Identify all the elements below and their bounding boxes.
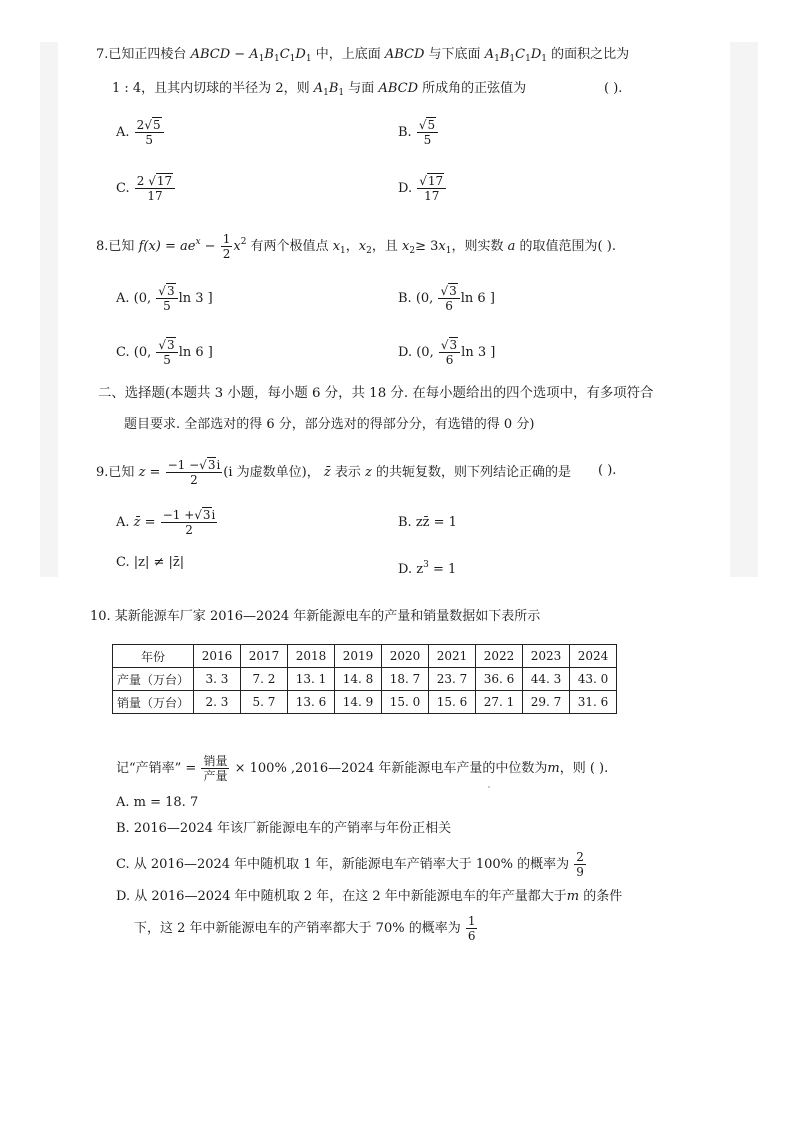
table-cell: 2021 xyxy=(429,645,476,668)
table-cell: 15. 6 xyxy=(429,691,476,714)
table-cell: 27. 1 xyxy=(476,691,523,714)
q10-title: 10. 某新能源车厂家 2016—2024 年新能源电车的产量和销量数据如下表所示 xyxy=(90,609,541,624)
table-row-sales xyxy=(113,691,617,714)
table-cell: 2. 3 xyxy=(194,691,241,714)
q10-option-a[interactable]: A. m = 18. 7 xyxy=(116,795,199,810)
q9-option-d[interactable]: D. $z^3 = 1$ xyxy=(398,560,457,577)
q8-option-c[interactable]: C. (0, $\frac{√3}{5}$ ln 6 ] xyxy=(116,338,213,367)
table-cell: 31. 6 xyxy=(570,691,617,714)
q7-option-b[interactable]: B. $\frac{√5}{5}$ xyxy=(398,118,439,147)
q9-option-c[interactable]: C. |z| ≠ |z̄| xyxy=(116,555,185,570)
table-cell: 2022 xyxy=(476,645,523,668)
table-cell: 43. 0 xyxy=(570,668,617,691)
table-cell: 销量（万台） xyxy=(113,691,194,714)
table-cell: 15. 0 xyxy=(382,691,429,714)
q10-option-d-line-2: 下，这 2 年中新能源电车的产销率都大于 70% 的概率为 $\frac{1}{6}$ xyxy=(134,914,476,943)
q8-option-a[interactable]: A. (0, $\frac{√3}{5}$ ln 3 ] xyxy=(116,284,213,313)
q7-option-a[interactable]: A. $\frac{2√5}{5}$ xyxy=(116,118,165,147)
q7-option-d[interactable]: D. $\frac{√17}{17}$ xyxy=(398,174,447,203)
q9-answer-paren: ( ). xyxy=(598,463,617,478)
table-row-production xyxy=(113,668,617,691)
table-cell: 2024 xyxy=(570,645,617,668)
table-cell: 3. 3 xyxy=(194,668,241,691)
q7-line-2: 1 : 4，且其内切球的半径为 2，则 $A_1B_1$ 与面 ABCD 所成角的正弦值为 xyxy=(112,81,527,98)
q9-option-a[interactable]: A. z̄ = $\frac{-1 +√3i}{2}$ xyxy=(116,508,216,537)
table-cell: 2017 xyxy=(241,645,288,668)
q7-answer-paren: ( ). xyxy=(604,81,623,96)
q10-option-d-line-1[interactable]: D. 从 2016—2024 年中随机取 2 年，在这 2 年中新能源电车的年产量都大于m 的条件 xyxy=(116,889,623,904)
q9-option-b[interactable]: B. zz̄ = 1 xyxy=(398,515,457,530)
section2-heading: 二、选择题(本题共 3 小题，每小题 6 分，共 18 分. 在每小题给出的四个选项中，有多项符合 xyxy=(98,386,654,401)
table-cell: 14. 8 xyxy=(335,668,382,691)
table-cell: 7. 2 xyxy=(241,668,288,691)
q8-option-b[interactable]: B. (0, $\frac{√3}{6}$ ln 6 ] xyxy=(398,284,495,313)
q9-stem: 9.已知 z = $\frac{-1 -√3i}{2}$ (i 为虚数单位)， z̄ 表示 z 的共轭复数，则下列结论正确的是 xyxy=(96,458,572,487)
q10-definition: 记“产销率” = $\frac{\text{销量}}{\text{产量}}$ × 100% ,2016—2024 年新能源电车产量的中位数为m，则 ( ). xyxy=(116,754,609,783)
scan-speck xyxy=(488,786,490,788)
production-sales-table xyxy=(112,644,617,714)
q7-line-1: 7.已知正四棱台 ABCD − $A_1B_1C_1D_1$ 中，上底面 ABCD 与下底面 $A_1B_1C_1D_1$ 的面积之比为 xyxy=(96,47,630,64)
table-cell: 13. 6 xyxy=(288,691,335,714)
table-cell: 13. 1 xyxy=(288,668,335,691)
q8-option-d[interactable]: D. (0, $\frac{√3}{6}$ ln 3 ] xyxy=(398,338,496,367)
q7-option-c[interactable]: C. $\frac{2 √17}{17}$ xyxy=(116,174,176,203)
table-cell: 产量（万台） xyxy=(113,668,194,691)
table-cell: 29. 7 xyxy=(523,691,570,714)
q8-stem: 8.已知 $f(x) = ae^x$ − $\frac{1}{2}$ $x^2$ 有两个极值点 $x_1$，$x_2$，且 $x_2\ge 3x_1$，则实数 a 的取值范围为( ). xyxy=(96,232,616,261)
table-cell: 14. 9 xyxy=(335,691,382,714)
table-cell: 2020 xyxy=(382,645,429,668)
table-cell: 23. 7 xyxy=(429,668,476,691)
q10-option-c[interactable]: C. 从 2016—2024 年中随机取 1 年，新能源电车产销率大于 100% 的概率为 $\frac{2}{9}$ xyxy=(116,850,584,879)
table-cell: 2023 xyxy=(523,645,570,668)
table-cell: 44. 3 xyxy=(523,668,570,691)
table-cell: 年份 xyxy=(113,645,194,668)
table-cell: 2016 xyxy=(194,645,241,668)
table-cell: 2019 xyxy=(335,645,382,668)
table-cell: 2018 xyxy=(288,645,335,668)
table-cell: 36. 6 xyxy=(476,668,523,691)
q10-option-b[interactable]: B. 2016—2024 年该厂新能源电车的产销率与年份正相关 xyxy=(116,821,452,836)
section2-instructions: 题目要求. 全部选对的得 6 分，部分选对的得部分分，有选错的得 0 分) xyxy=(124,417,535,432)
table-row-years xyxy=(113,645,617,668)
table-cell: 5. 7 xyxy=(241,691,288,714)
table-cell: 18. 7 xyxy=(382,668,429,691)
